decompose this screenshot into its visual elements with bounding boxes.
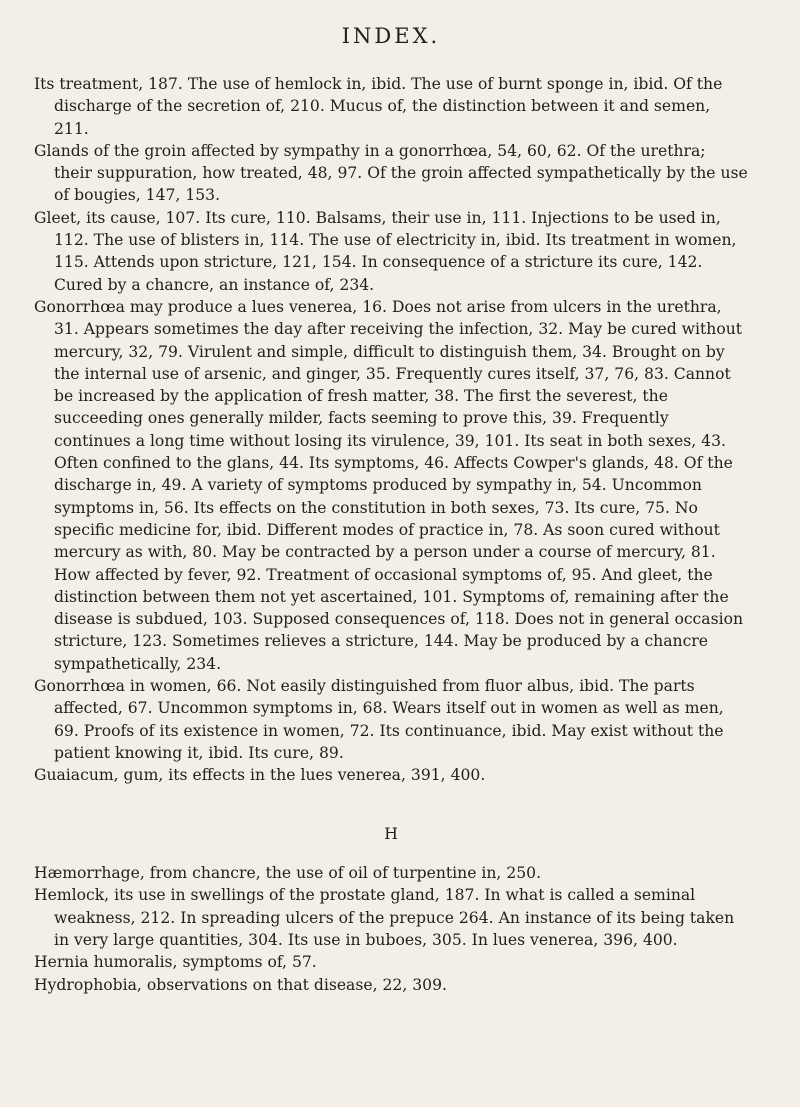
index-entry-gonorrhoea: Gonorrhœa may produce a lues venerea, 16. Does not arise from ulcers in the urethra, 31. Appears sometimes the day after receiving the infection, 32. May be cured without mercury, 32, 79. Virulent and simple, difficult to distinguish them, 34. Brought on by the internal use of arsenic, and ginger, 35. Frequently cures itself, 37, 76, 83. Cannot be increased by the application of fresh matter, 38. The first the severest, the succeeding ones generally milder, facts seeming to prove this, 39. Frequently continues a long time without losing its virulence, 39, 101. Its seat in both sexes, 43. Often confined to the glans, 44. Its symptoms, 46. Affects Cowper's glands, 48. Of the discharge in, 49. A variety of symptoms produced by sympathy in, 54. Uncommon symptoms in, 56. Its effects on the constitution in both sexes, 73. Its cure, 75. No specific medicine for, ibid. Different modes of practice in, 78. As soon cured without mercury as with, 80. May be contracted by a person under a course of mercury, 81. How affected by fever, 92. Treatment of occasional symptoms of, 95. And gleet, the distinction between them not yet ascertained, 101. Symptoms of, remaining after the disease is subdued, 103. Supposed consequences of, 118. Does not in general occasion stricture, 123. Sometimes relieves a stricture, 144. May be produced by a chancre sympathetically, 234. <box>34 297 744 673</box>
index-entry-hernia-humoralis: Hernia humoralis, symptoms of, 57. <box>34 953 317 972</box>
index-entry-hemlock: Hemlock, its use in swellings of the prostate gland, 187. In what is called a seminal weakness, 212. In spreading ulcers of the prepuce 264. An instance of its being taken in very large quantities, 304. Its use in buboes, 305. In lues venerea, 396, 400. <box>34 886 735 949</box>
index-entry-haemorrhage: Hæmorrhage, from chancre, the use of oil of turpentine in, 250. <box>34 864 542 883</box>
index-entry-hydrophobia: Hydrophobia, observations on that disease, 22, 309. <box>34 975 447 994</box>
section-letter-h: H <box>384 824 398 843</box>
section-g <box>34 73 748 787</box>
page-header: INDEX. <box>341 24 441 48</box>
index-entry-glands: Glands of the groin affected by sympathy in a gonorrhœa, 54, 60, 62. Of the urethra; their suppuration, how treated, 48, 97. Of the groin affected sympathetically by the use of bougies, 147, 153. <box>34 141 748 205</box>
index-entry-its-treatment: Its treatment, 187. The use of hemlock in, ibid. The use of burnt sponge in, ibid. Of the discharge of the secretion of, 210. Mucus of, the distinction between it and semen, 211. <box>34 75 723 138</box>
section-h <box>34 862 748 996</box>
index-entry-gonorrhoea-in-women: Gonorrhœa in women, 66. Not easily distinguished from fluor albus, ibid. The parts affected, 67. Uncommon symptoms in, 68. Wears itself out in women as well as men, 69. Proofs of its existence in women, 72. Its continuance, ibid. May exist without the patient knowing it, ibid. Its cure, 89. <box>34 677 724 762</box>
index-entry-gleet: Gleet, its cause, 107. Its cure, 110. Balsams, their use in, 111. Injections to be used in, 112. The use of blisters in, 114. The use of electricity in, ibid. Its treatment in women, 115. Attends upon stricture, 121, 154. In consequence of a stricture its cure, 142. Cured by a chancre, an instance of, 234. <box>34 208 737 294</box>
index-entry-guaiacum: Guaiacum, gum, its effects in the lues venerea, 391, 400. <box>34 766 486 785</box>
